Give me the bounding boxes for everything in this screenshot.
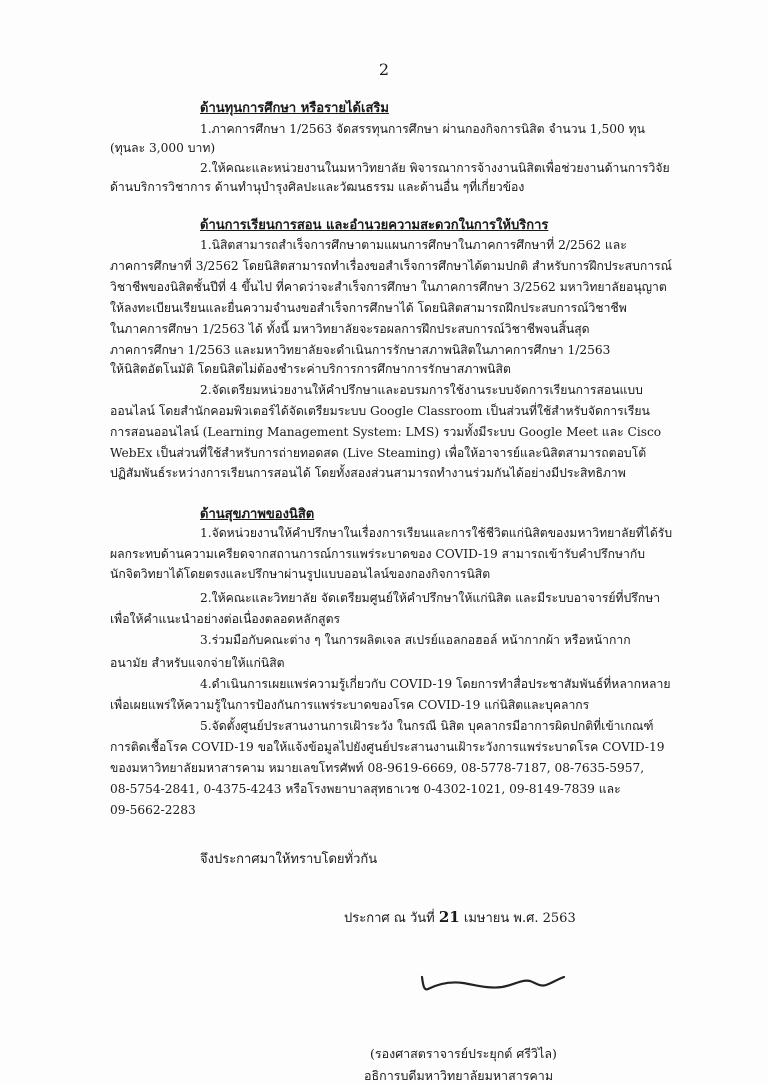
section-heading-scholarship: ด้านทุนการศึกษา หรือรายได้เสริม <box>200 101 389 116</box>
paragraph-line: ภาคการศึกษาที่ 3/2562 โดยนิสิตสามารถทำเรื่องขอสำเร็จการศึกษาได้ตามปกติ สำหรับการฝึกประสบการณ์ <box>110 259 672 273</box>
paragraph-line: 2.ให้คณะและวิทยาลัย จัดเตรียมศูนย์ให้คำปรึกษาให้แก่นิสิต และมีระบบอาจารย์ที่ปรึกษา <box>200 591 661 605</box>
paragraph-line: 3.ร่วมมือกับคณะต่าง ๆ ในการผลิตเจล สเปรย์แอลกอฮอล์ หน้ากากผ้า หรือหน้ากาก <box>200 633 631 647</box>
paragraph-line: 08-5754-2841, 0-4375-4243 หรือโรงพยาบาลสุทธาเวช 0-4302-1021, 09-8149-7839 และ <box>110 782 621 796</box>
paragraph-line: 09-5662-2283 <box>110 803 196 817</box>
page-number: 2 <box>378 60 390 79</box>
closing-statement: จึงประกาศมาให้ทราบโดยทั่วกัน <box>200 852 378 867</box>
paragraph-line: การติดเชื้อโรค COVID-19 ขอให้แจ้งข้อมูลไปยังศูนย์ประสานงานเฝ้าระวังการแพร่ระบาดโรค COVID-19 <box>110 740 665 754</box>
paragraph-line: อนามัย สำหรับแจกจ่ายให้แก่นิสิต <box>110 656 285 670</box>
paragraph-line: การสอนออนไลน์ (Learning Management System: LMS) รวมทั้งมีระบบ Google Meet และ Cisco <box>110 425 662 439</box>
paragraph-line: WebEx เป็นส่วนที่ใช้สำหรับการถ่ายทอดสด (Live Steaming) เพื่อให้อาจารย์และนิสิตสามารถตอบโต้ <box>110 446 647 460</box>
paragraph-line: วิชาชีพของนิสิตชั้นปีที่ 4 ขึ้นไป ที่คาดว่าจะสำเร็จการศึกษา ในภาคการศึกษา 3/2562 มหาวิทยาลัยอนุญาต <box>110 280 667 294</box>
paragraph-line: ด้านบริการวิชาการ ด้านทำนุบำรุงศิลปะและวัฒนธรรม และด้านอื่น ๆที่เกี่ยวข้อง <box>110 180 525 194</box>
paragraph-line: ปฏิสัมพันธ์ระหว่างการเรียนการสอนได้ โดยทั้งสองส่วนสามารถทำงานร่วมกันได้อย่างมีประสิทธิภาพ <box>110 466 626 480</box>
paragraph-line: เพื่อให้คำแนะนำอย่างต่อเนื่องตลอดหลักสูตร <box>110 612 341 626</box>
announcement-prefix: ประกาศ ณ วันที่ <box>344 911 435 926</box>
paragraph-line: เพื่อเผยแพร่ให้ความรู้ในการป้องกันการแพร่ระบาดของโรค COVID-19 แก่นิสิตและบุคลากร <box>110 698 590 712</box>
paragraph-line: ออนไลน์ โดยสำนักคอมพิวเตอร์ได้จัดเตรียมระบบ Google Classroom เป็นส่วนที่ใช้สำหรับจัดการเรียน <box>110 404 650 418</box>
paragraph-line: 1.นิสิตสามารถสำเร็จการศึกษาตามแผนการศึกษาในภาคการศึกษาที่ 2/2562 และ <box>200 238 627 252</box>
announcement-date <box>344 907 576 928</box>
paragraph-line: 1.ภาคการศึกษา 1/2563 จัดสรรทุนการศึกษา ผ่านกองกิจการนิสิต จำนวน 1,500 ทุน <box>200 122 645 136</box>
paragraph-line: 4.ดำเนินการเผยแพร่ความรู้เกี่ยวกับ COVID-19 โดยการทำสื่อประชาสัมพันธ์ที่หลากหลาย <box>200 677 671 691</box>
paragraph-line: ให้ลงทะเบียนเรียนและยื่นความจำนงขอสำเร็จการศึกษาได้ โดยนิสิตสามารถฝึกประสบการณ์วิชาชีพ <box>110 301 627 315</box>
paragraph-line: ในภาคการศึกษา 1/2563 ได้ ทั้งนี้ มหาวิทยาลัยจะรอผลการฝึกประสบการณ์วิชาชีพจนสิ้นสุด <box>110 322 590 336</box>
section-heading-health: ด้านสุขภาพของนิสิต <box>200 507 315 522</box>
section-heading-teaching: ด้านการเรียนการสอน และอำนวยความสะดวกในการให้บริการ <box>200 218 549 233</box>
paragraph-line: ของมหาวิทยาลัยมหาสารคาม หมายเลขโทรศัพท์ 08-9619-6669, 08-5778-7187, 08-7635-5957, <box>110 761 645 775</box>
signer-title: อธิการบดีมหาวิทยาลัยมหาสารคาม <box>364 1068 554 1083</box>
paragraph-line: นักจิตวิทยาได้โดยตรงและปรึกษาผ่านรูปแบบออนไลน์ของกองกิจการนิสิต <box>110 567 491 581</box>
paragraph-line: ให้นิสิตอัตโนมัติ โดยนิสิตไม่ต้องชำระค่าบริการการศึกษาการรักษาสภาพนิสิต <box>110 362 511 376</box>
paragraph-line: 5.จัดตั้งศูนย์ประสานงานการเฝ้าระวัง ในกรณี นิสิต บุคลากรมีอาการผิดปกติที่เข้าเกณฑ์ <box>200 719 654 733</box>
paragraph-line: ภาคการศึกษา 1/2563 และมหาวิทยาลัยจะดำเนินการรักษาสภาพนิสิตในภาคการศึกษา 1/2563 <box>110 343 611 357</box>
signer-name: (รองศาสตราจารย์ประยุกต์ ศรีวิไล) <box>370 1046 557 1061</box>
paragraph-line: 1.จัดหน่วยงานให้คำปรึกษาในเรื่องการเรียนและการใช้ชีวิตแก่นิสิตของมหาวิทยาลัยที่ได้รับ <box>200 526 673 540</box>
announcement-month-year: เมษายน พ.ศ. 2563 <box>463 911 576 926</box>
handwritten-signature <box>418 965 568 999</box>
paragraph-line: 2.จัดเตรียมหน่วยงานให้คำปรึกษาและอบรมการใช้งานระบบจัดการเรียนการสอนแบบ <box>200 383 643 397</box>
announcement-day: 21 <box>438 908 460 926</box>
paragraph-line: ผลกระทบด้านความเครียดจากสถานการณ์การแพร่ระบาดของ COVID-19 สามารถเข้ารับคำปรึกษากับ <box>110 547 646 561</box>
paragraph-line: (ทุนละ 3,000 บาท) <box>110 141 216 155</box>
paragraph-line: 2.ให้คณะและหน่วยงานในมหาวิทยาลัย พิจารณาการจ้างงานนิสิตเพื่อช่วยงานด้านการวิจัย <box>200 161 670 175</box>
